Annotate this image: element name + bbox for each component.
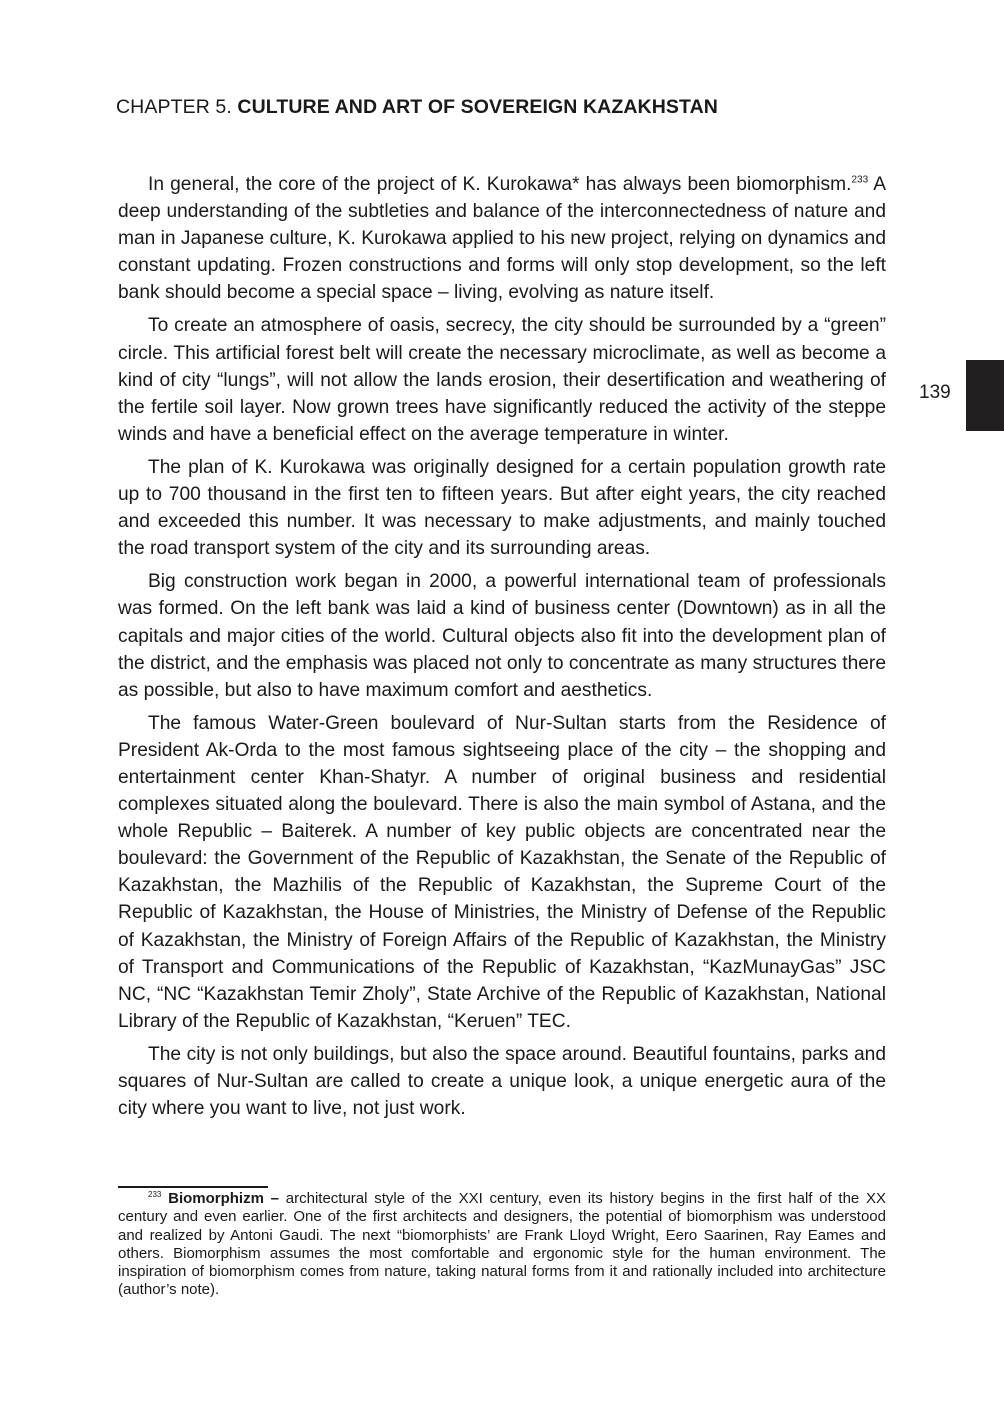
footnote: [118, 1190, 886, 1300]
footnote-text: architectural style of the XXI century, even its history begins in the first half of the XX century and even earlier. One of the first architects and designers, the potential of biomorphism was understood and realized by Antoni Gaudi. The next “biomorphists’ are Frank Lloyd Wright, Eero Saarinen, Ray Eames and others. Biomorphism assumes the most comfortable and ergonomic style for the human environment. The inspiration of biomorphism comes from nature, taking natural forms from it and rationally included into architecture (author’s note).: [118, 1190, 887, 1299]
paragraph: [118, 171, 886, 306]
paragraph-text: In general, the core of the project of K. Kurokawa* has always been biomorphism.: [148, 174, 852, 195]
footnote-term: Biomorphizm –: [168, 1190, 280, 1207]
paragraph: To create an atmosphere of oasis, secrecy, the city should be surrounded by a “green” circle. This artificial forest belt will create the necessary microclimate, as well as become a kind of city “lungs”, will not allow the lands erosion, their desertification and weathering of the fertile soil layer. Now grown trees have significantly reduced the activity of the steppe winds and have a beneficial effect on the average temperature in winter.: [118, 315, 886, 445]
running-header: [116, 96, 718, 119]
paragraph: The city is not only buildings, but also the space around. Beautiful fountains, parks and squares of Nur-Sultan are called to create a unique look, a unique energetic aura of the city where you want to live, not just work.: [118, 1043, 886, 1120]
paragraph: The plan of K. Kurokawa was originally designed for a certain population growth rate up to 700 thousand in the first ten to fifteen years. But after eight years, the city reached and exceeded this number. It was necessary to make adjustments, and mainly touched the road transport system of the city and its surrounding areas.: [118, 456, 886, 560]
paragraph: Big construction work began in 2000, a powerful international team of professionals was formed. On the left bank was laid a kind of business center (Downtown) as in all the capitals and major cities of the world. Cultural objects also fit into the development plan of the district, and the emphasis was placed not only to concentrate as many structures there as possible, but also to have maximum comfort and aesthetics.: [118, 571, 886, 701]
footnote-number: 233: [148, 1190, 162, 1199]
footnote-divider: [118, 1186, 268, 1188]
footnote-reference: 233: [851, 174, 869, 186]
paragraph: The famous Water-Green boulevard of Nur-Sultan starts from the Residence of President Ak-Orda to the most famous sightseeing place of the city – the shopping and entertainment center Khan-Shatyr. A number of original business and residential complexes situated along the boulevard. There is also the main symbol of Astana, and the whole Republic – Baiterek. A number of key public objects are concentrated near the boulevard: the Government of the Republic of Kazakhstan, the Senate of the Republic of Kazakhstan, the Mazhilis of the Republic of Kazakhstan, the Supreme Court of the Republic of Kazakhstan, the House of Ministries, the Ministry of Defense of the Republic of Kazakhstan, the Ministry of Foreign Affairs of the Republic of Kazakhstan, the Ministry of Transport and Communications of the Republic of Kazakhstan, “KazMunayGas” JSC NC, “NC “Kazakhstan Temir Zholy”, State Archive of the Republic of Kazakhstan, National Library of the Republic of Kazakhstan, “Keruen” TEC.: [118, 712, 886, 1032]
body-text: [118, 171, 886, 1128]
page-number: 139: [919, 382, 951, 403]
chapter-number: CHAPTER 5.: [116, 96, 232, 118]
chapter-thumb-tab: [966, 360, 1004, 431]
chapter-title: CULTURE AND ART OF SOVEREIGN KAZAKHSTAN: [237, 96, 718, 118]
paragraph-text-continued: A deep understanding of the subtleties and balance of the interconnectedness of nature and man in Japanese culture, K. Kurokawa applied to his new project, relying on dynamics and constant updating. Frozen constructions and forms will only stop development, so the left bank should become a special space – living, evolving as nature itself.: [118, 174, 886, 304]
